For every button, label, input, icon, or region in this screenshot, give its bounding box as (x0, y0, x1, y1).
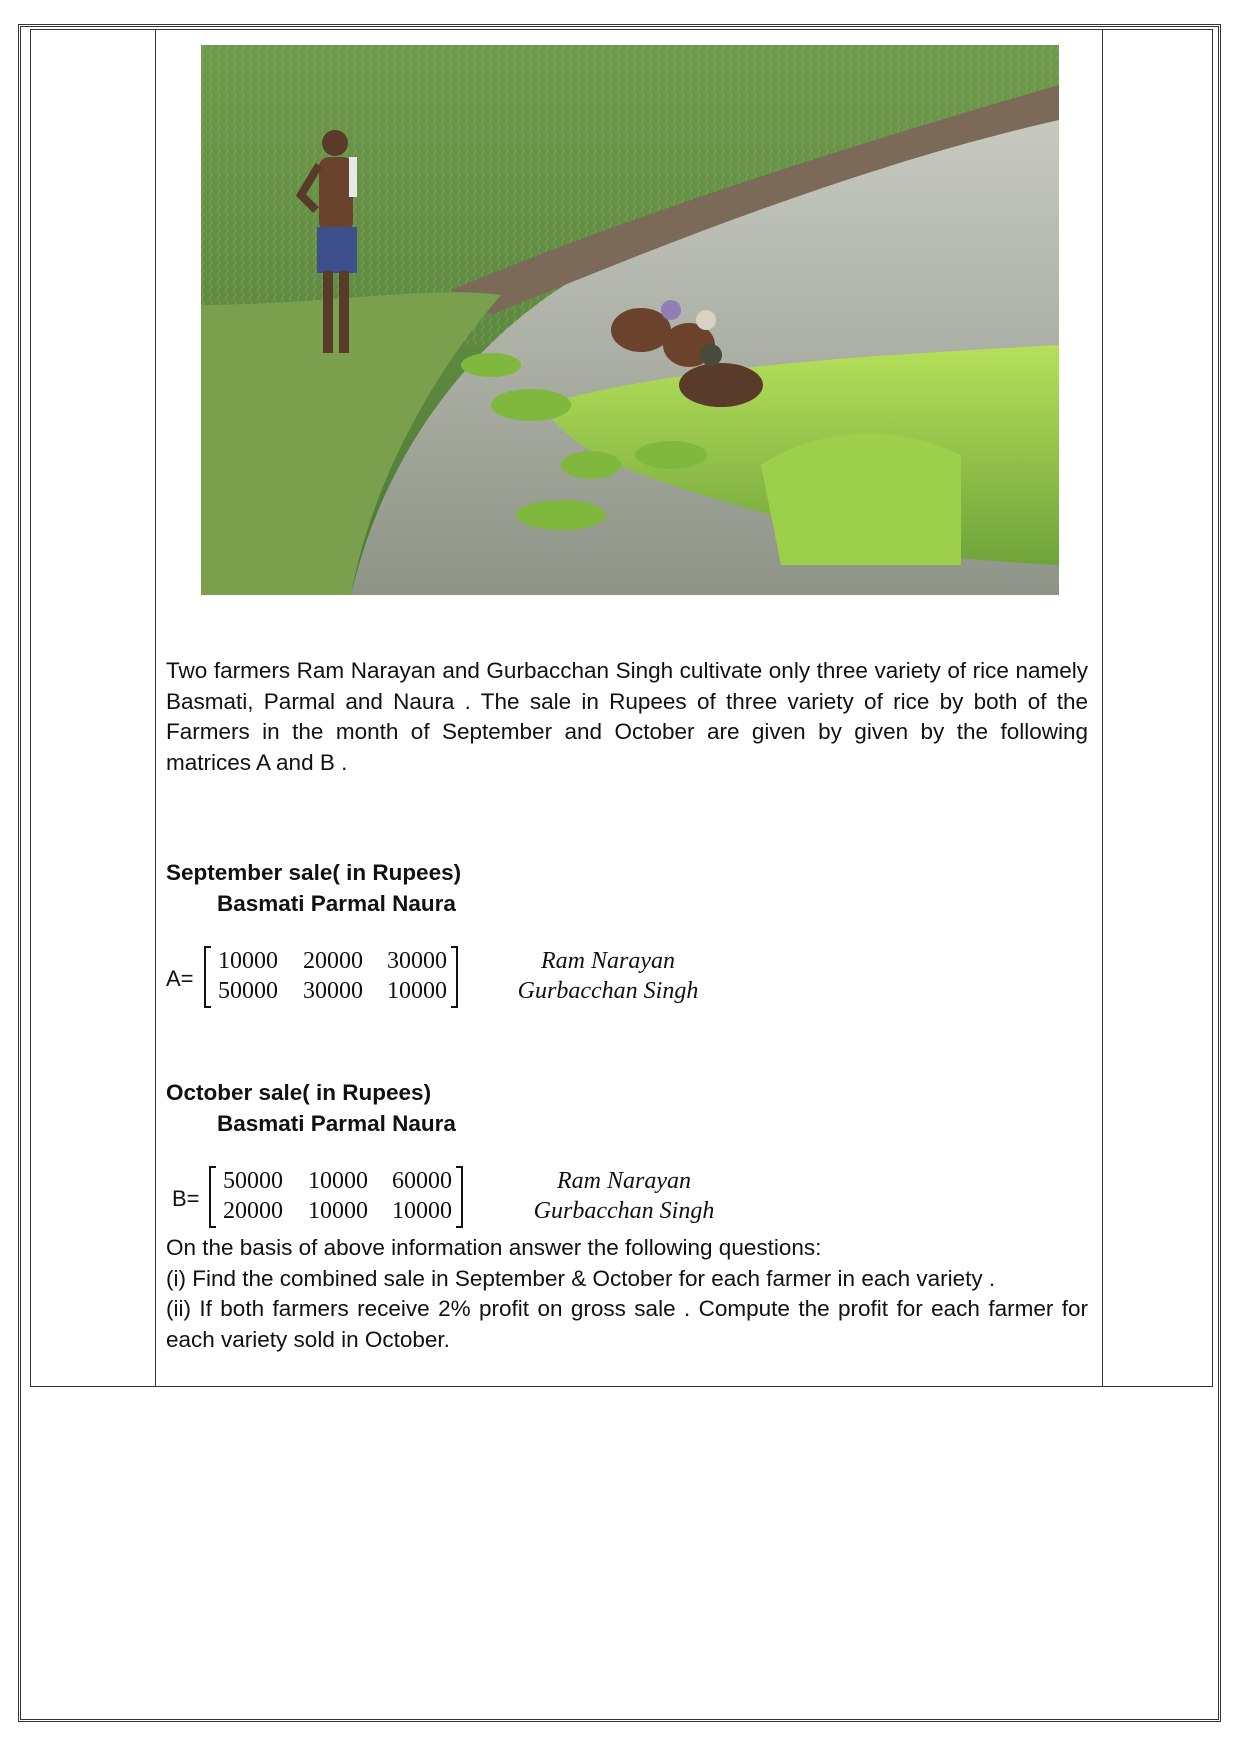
matrix-a-cell: 20000 (303, 948, 363, 974)
matrix-b-label: B= (172, 1186, 200, 1211)
matrix-a-cell: 10000 (218, 948, 278, 974)
matrix-a-cell: 30000 (387, 948, 447, 974)
matrix-a (204, 946, 458, 1008)
matrix-b-cell: 20000 (223, 1198, 283, 1224)
matrix-a-cell: 30000 (303, 978, 363, 1004)
september-columns: Basmati Parmal Naura (217, 891, 456, 916)
matrix-b-cell: 10000 (392, 1198, 452, 1224)
rice-field-illustration (201, 45, 1059, 595)
october-columns: Basmati Parmal Naura (217, 1111, 456, 1136)
matrix-b-cell: 10000 (308, 1198, 368, 1224)
question-2: (ii) If both farmers receive 2% profit on gross sale . Compute the profit for each farmer for each variety sold in October. (166, 1296, 1088, 1352)
matrix-b-cell: 10000 (308, 1168, 368, 1194)
row-name: Ram Narayan (541, 948, 675, 974)
rice-field-photo (201, 45, 1059, 595)
matrix-b-cell: 50000 (223, 1168, 283, 1194)
september-heading: September sale( in Rupees) (166, 860, 462, 885)
october-heading: October sale( in Rupees) (166, 1080, 432, 1105)
matrix-b-row-names (494, 1166, 754, 1226)
questions-block (166, 1233, 1088, 1355)
matrix-a-label: A= (166, 966, 194, 991)
intro-paragraph-block (166, 656, 1088, 778)
matrix-b-cell: 60000 (392, 1168, 452, 1194)
matrix-a-row (166, 946, 866, 1010)
row-name: Gurbacchan Singh (517, 978, 699, 1004)
row-name: Ram Narayan (557, 1168, 691, 1194)
matrix-b-row (166, 1166, 886, 1230)
row-name: Gurbacchan Singh (533, 1198, 715, 1224)
column-divider (1102, 30, 1103, 1386)
intro-paragraph: Two farmers Ram Narayan and Gurbacchan Singh cultivate only three variety of rice namely Basmati, Parmal and Naura . The sale in Rupees of three variety of rice by both of the Farmers in the month of September and October are given by given by the following matrices A and B . (166, 658, 1088, 775)
matrix-a-cell: 10000 (387, 978, 447, 1004)
column-divider (155, 30, 156, 1386)
matrix-b (209, 1166, 463, 1228)
matrix-a-cell: 50000 (218, 978, 278, 1004)
questions-lead: On the basis of above information answer the following questions: (166, 1235, 822, 1260)
matrix-a-row-names (478, 946, 738, 1006)
question-1: (i) Find the combined sale in September & October for each farmer in each variety . (166, 1265, 996, 1291)
